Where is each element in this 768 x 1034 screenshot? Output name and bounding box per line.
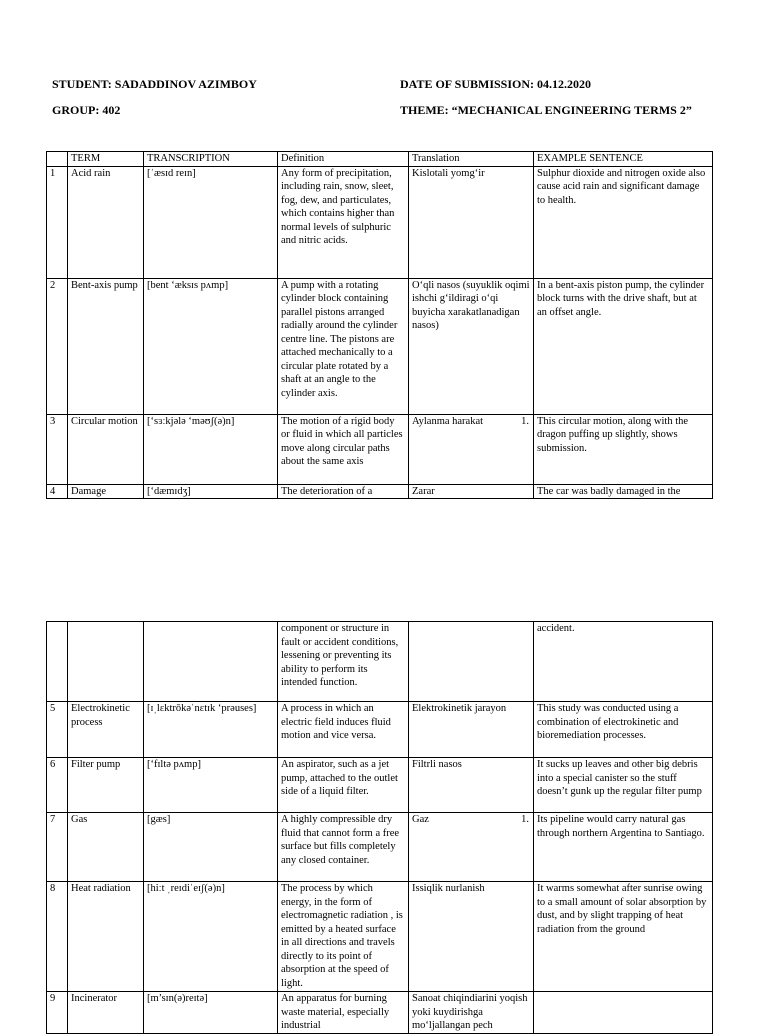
example-cell: It warms somewhat after sunrise owing to a small amount of solar absorption by dust, and by slight trapping of heat radiation from the ground <box>534 882 713 992</box>
example-cell <box>534 992 713 1034</box>
translation-cell: Kislotali yomg‘ir <box>409 166 534 278</box>
translation-cell <box>409 813 534 882</box>
row-number: 3 <box>47 414 68 484</box>
transcription-cell: [ɪˌlɛktrōkəˈnɛtɪk ‘prəuses] <box>144 702 278 758</box>
translation-text: Gaz <box>412 814 429 825</box>
header-term: TERM <box>68 152 144 167</box>
definition-cell: A process in which an electric field induces fluid motion and vice versa. <box>278 702 409 758</box>
list-marker: 1. <box>521 415 529 427</box>
term-cell: Electrokinetic process <box>68 702 144 758</box>
translation-text: Aylanma harakat <box>412 415 484 427</box>
row-number <box>47 622 68 702</box>
translation-cell: O‘qli nasos (suyuklik oqimi ishchi g‘ildiragi o‘qi buyicha xarakatlanadigan nasos) <box>409 278 534 414</box>
translation-cell: Filtrli nasos <box>409 758 534 813</box>
translation-cell: Zarar <box>409 484 534 499</box>
definition-cell: The motion of a rigid body or fluid in which all particles move along circular paths about the same axis <box>278 414 409 484</box>
definition-cell: Any form of precipitation, including rain, snow, sleet, fog, dew, and particulates, which contains higher than normal levels of sulphuric and nitric acids. <box>278 166 409 278</box>
terms-table-page-2 <box>46 621 713 1034</box>
row-number: 1 <box>47 166 68 278</box>
definition-cell: An aspirator, such as a jet pump, attached to the outlet side of a liquid filter. <box>278 758 409 813</box>
example-cell: Its pipeline would carry natural gas through northern Argentina to Santiago. <box>534 813 713 882</box>
example-cell: This circular motion, along with the dragon puffing up slightly, shows submission. <box>534 414 713 484</box>
term-cell: Gas <box>68 813 144 882</box>
table-row <box>47 882 713 992</box>
group-number: GROUP: 402 <box>52 103 121 117</box>
definition-cell: The process by which energy, in the form of electromagnetic radiation , is emitted by a heated surface in all directions and travels directly to its point of absorption at the speed of light. <box>278 882 409 992</box>
definition-cell: A pump with a rotating cylinder block containing parallel pistons arranged radially around the cylinder centre line. The pistons are attached mechanically to a circular plate rotated by a shaft at an angle to the cylinder axis. <box>278 278 409 414</box>
row-number: 6 <box>47 758 68 813</box>
row-number: 9 <box>47 992 68 1034</box>
example-cell: accident. <box>534 622 713 702</box>
header-translation: Translation <box>409 152 534 167</box>
translation-cell: Issiqlik nurlanish <box>409 882 534 992</box>
term-cell: Acid rain <box>68 166 144 278</box>
definition-cell: The deterioration of a <box>278 484 409 499</box>
term-cell: Bent-axis pump <box>68 278 144 414</box>
translation-cell: Elektrokinetik jarayon <box>409 702 534 758</box>
student-name: STUDENT: SADADDINOV AZIMBOY <box>52 77 257 91</box>
term-cell <box>68 622 144 702</box>
theme-title: THEME: “MECHANICAL ENGINEERING TERMS 2” <box>400 103 692 117</box>
table-row <box>47 758 713 813</box>
transcription-cell: [‘sɜːkjələ ‘məʊʃ(ə)n] <box>144 414 278 484</box>
list-marker: 1. <box>521 814 529 825</box>
term-cell: Heat radiation <box>68 882 144 992</box>
transcription-cell: [bent ‘æksɪs pʌmp] <box>144 278 278 414</box>
table-row-continuation <box>47 622 713 702</box>
example-cell: The car was badly damaged in the <box>534 484 713 499</box>
transcription-cell: [‘fɪltə pʌmp] <box>144 758 278 813</box>
row-number: 2 <box>47 278 68 414</box>
row-number: 4 <box>47 484 68 499</box>
transcription-cell: [gæs] <box>144 813 278 882</box>
row-number: 8 <box>47 882 68 992</box>
table-row <box>47 813 713 882</box>
example-cell: In a bent-axis piston pump, the cylinder block turns with the drive shaft, but at an offset angle. <box>534 278 713 414</box>
transcription-cell: [m’sɪn(ə)reɪtə] <box>144 992 278 1034</box>
row-number: 5 <box>47 702 68 758</box>
transcription-cell: [ˈæsɪd reɪn] <box>144 166 278 278</box>
example-cell: Sulphur dioxide and nitrogen oxide also cause acid rain and significant damage to health. <box>534 166 713 278</box>
table-row <box>47 702 713 758</box>
table-row <box>47 992 713 1034</box>
term-cell: Incinerator <box>68 992 144 1034</box>
header-example: EXAMPLE SENTENCE <box>534 152 713 167</box>
translation-cell: Sanoat chiqindiarini yoqish yoki kuydirishga mo‘ljallangan pech <box>409 992 534 1034</box>
definition-cell: component or structure in fault or accident conditions, lessening or preventing its ability to perform its intended function. <box>278 622 409 702</box>
example-cell: This study was conducted using a combination of electrokinetic and bioremediation processes. <box>534 702 713 758</box>
submission-date: DATE OF SUBMISSION: 04.12.2020 <box>400 77 592 91</box>
example-cell: It sucks up leaves and other big debris into a special canister so the stuff doesn’t gunk up the regular filter pump <box>534 758 713 813</box>
definition-cell: A highly compressible dry fluid that cannot form a free surface but fills completely any closed container. <box>278 813 409 882</box>
term-cell: Filter pump <box>68 758 144 813</box>
header-transcription: TRANSCRIPTION <box>144 152 278 167</box>
term-cell: Circular motion <box>68 414 144 484</box>
row-number: 7 <box>47 813 68 882</box>
term-cell: Damage <box>68 484 144 499</box>
translation-cell <box>409 622 534 702</box>
header-definition: Definition <box>278 152 409 167</box>
definition-cell: An apparatus for burning waste material, especially industrial <box>278 992 409 1034</box>
transcription-cell: [hiːt ˌreɪdiˈeɪʃ(ə)n] <box>144 882 278 992</box>
transcription-cell: [‘dæmɪdʒ] <box>144 484 278 499</box>
transcription-cell <box>144 622 278 702</box>
